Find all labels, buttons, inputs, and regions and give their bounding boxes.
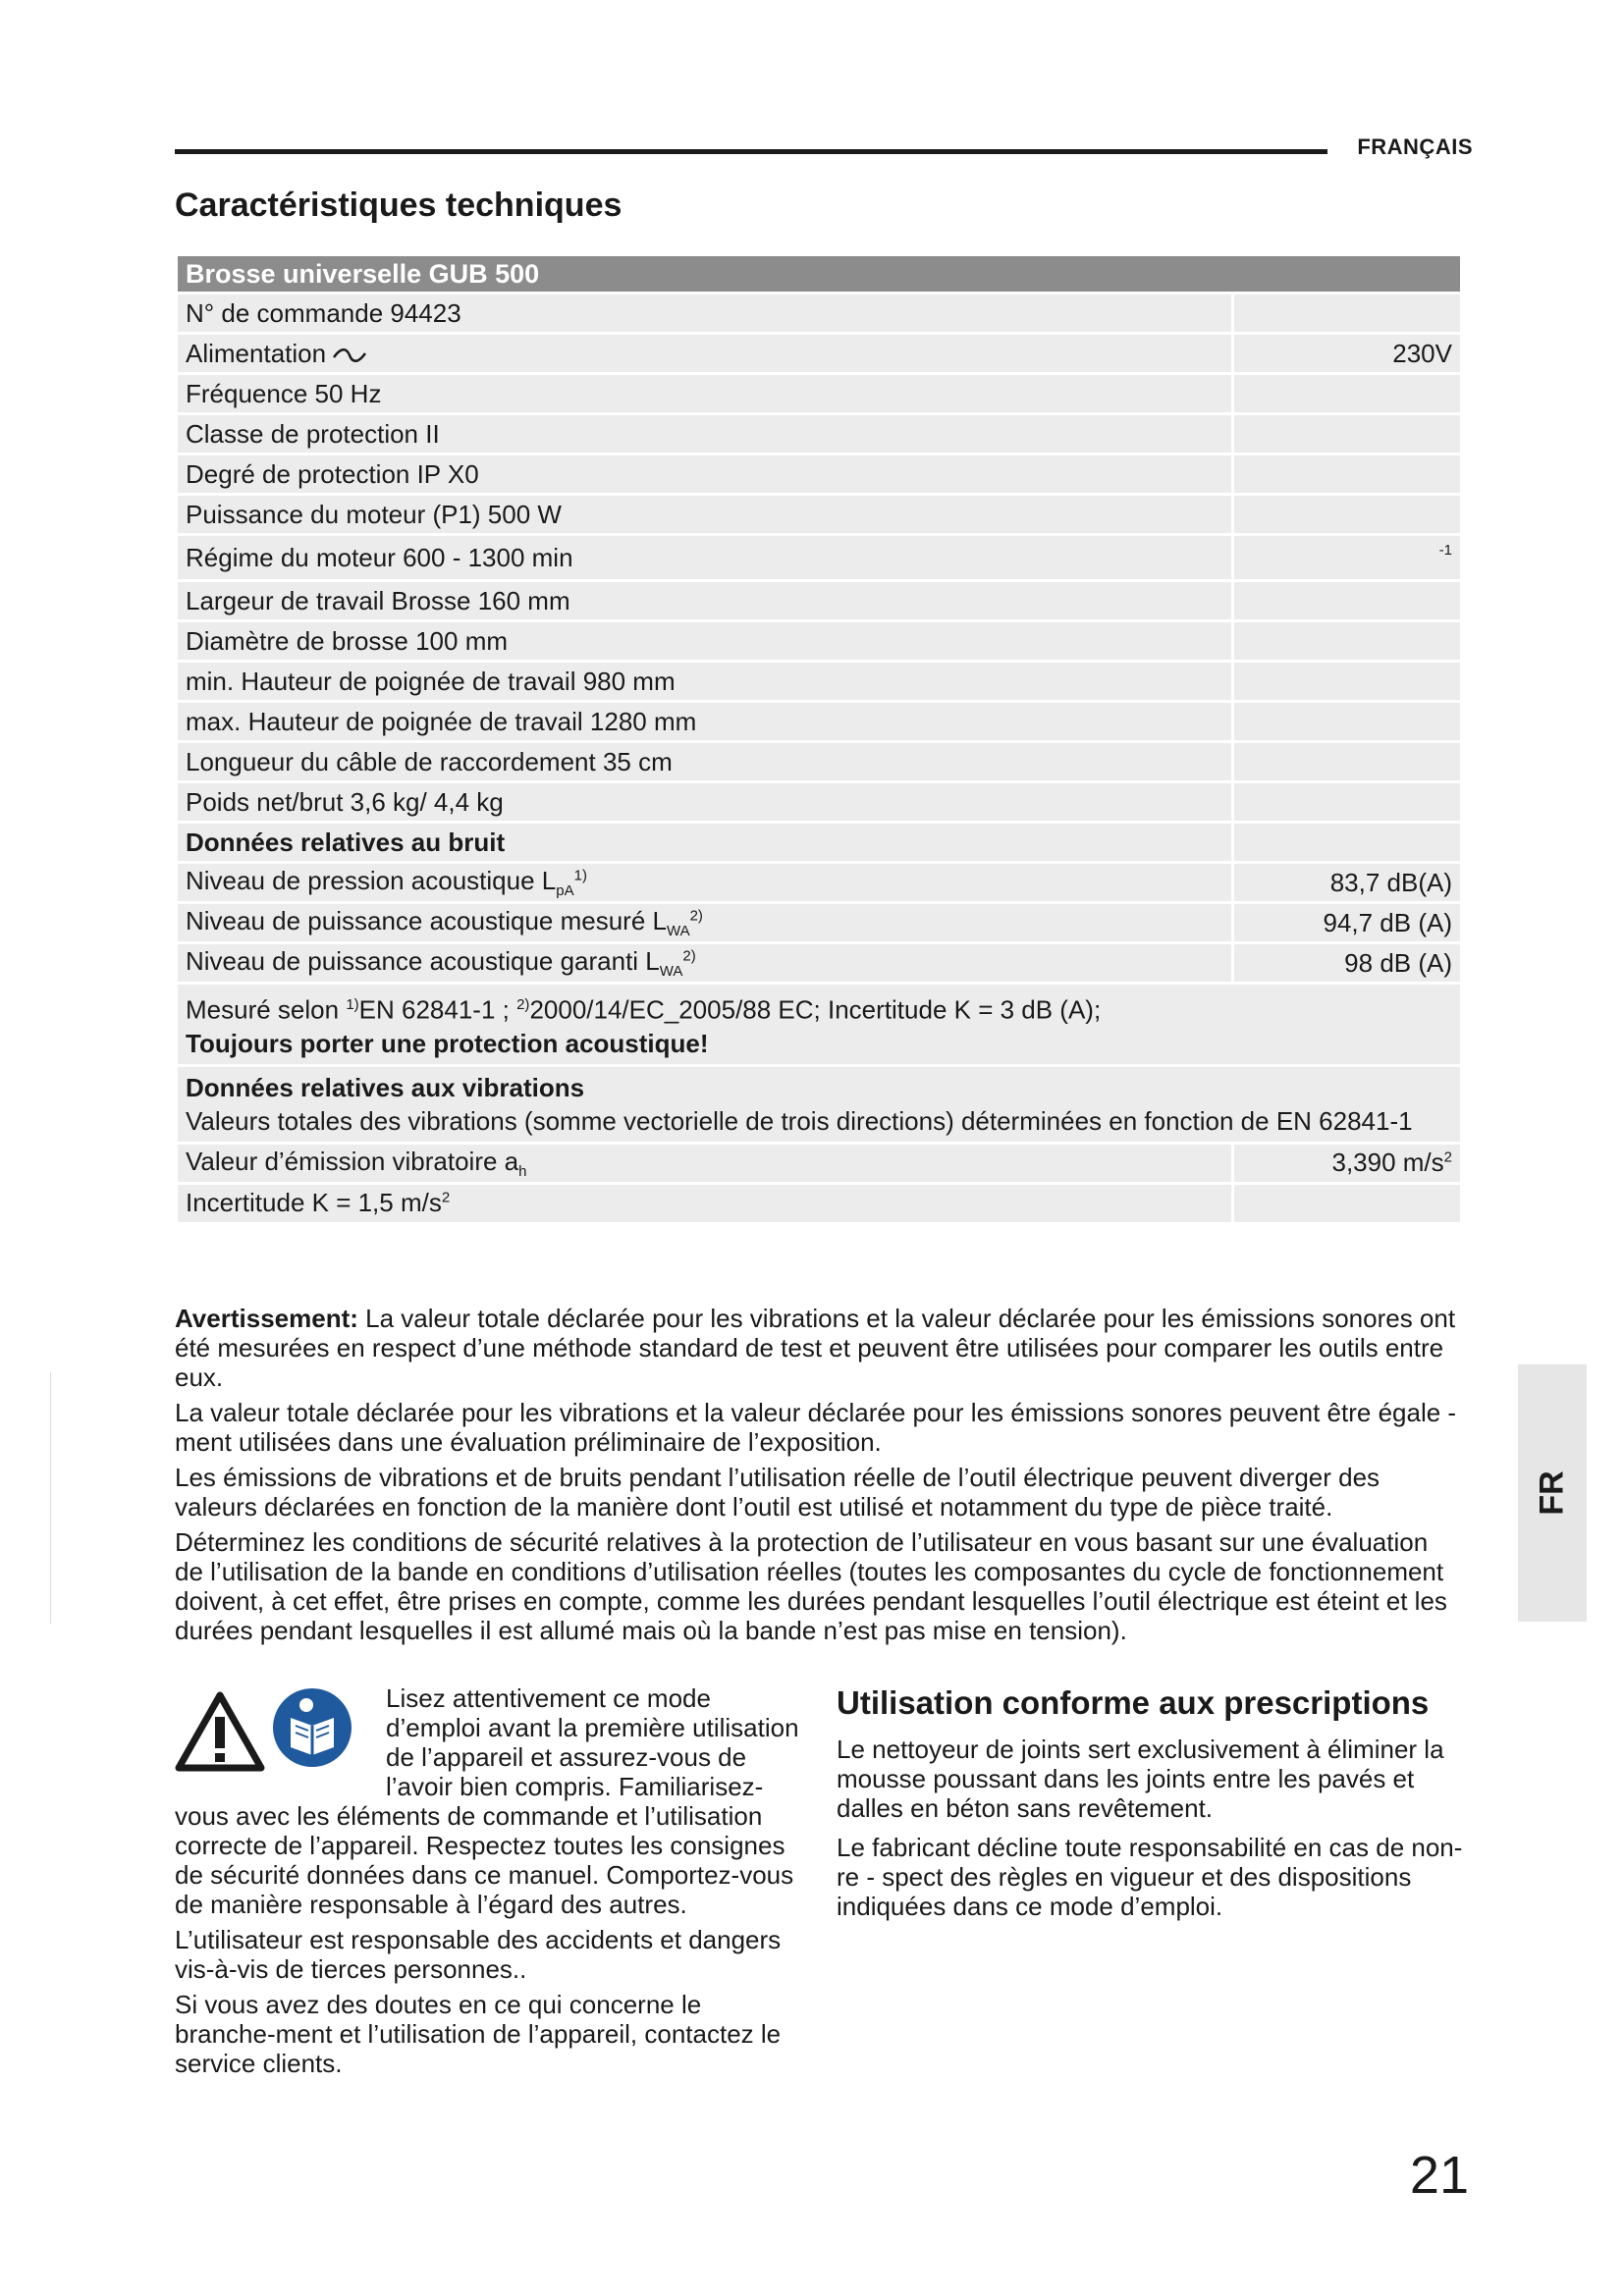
spec-label — [178, 496, 1231, 533]
section-title: Caractéristiques techniques — [175, 187, 623, 224]
vibration-label-text: Valeur d’émission vibratoire a — [186, 1146, 519, 1176]
spec-label — [178, 536, 1231, 579]
spec-label — [178, 622, 1231, 660]
vibration-label-sub: h — [518, 1162, 527, 1180]
spec-value — [1234, 335, 1460, 372]
table-row — [178, 582, 1460, 619]
noise-value — [1234, 904, 1460, 941]
measured-row — [178, 985, 1460, 1064]
noise-label-text: Niveau de puissance acoustique mesuré L — [186, 905, 667, 935]
page-number: 21 — [1409, 2146, 1469, 2205]
measured-sup-1: 1) — [346, 996, 359, 1013]
spec-value — [1234, 783, 1460, 821]
spec-value — [1234, 415, 1460, 453]
spec-label-text: Largeur de travail Brosse 160 mm — [186, 585, 570, 615]
intended-use-text: Le nettoyeur de joints sert exclusivement à éliminer la mousse poussant dans les joints entre les pavés et dalles en béton sans revêtement. — [837, 1735, 1444, 1823]
noise-label — [178, 904, 1231, 941]
spec-label — [178, 335, 1231, 372]
spec-value-text: 230V — [1392, 338, 1452, 368]
warning-text-3: Les émissions de vibrations et de bruits pendant l’utilisation réelle de l’outil électrique peuvent diverger des valeurs déclarées en fonction de la manière dont l’outil est utilisé et notamment du type de pièce traité. — [175, 1463, 1380, 1522]
empty-value — [1234, 824, 1460, 861]
noise-label-sup: 2) — [689, 907, 703, 925]
spec-label-text: Puissance du moteur (P1) 500 W — [186, 499, 562, 529]
spec-value — [1234, 455, 1460, 493]
spec-label-text: Fréquence 50 Hz — [186, 378, 382, 408]
hearing-protection-note: Toujours porter une protection acoustique! — [186, 1028, 709, 1058]
instructions-column — [175, 1683, 803, 2084]
table-row — [178, 743, 1460, 780]
spec-value — [1234, 582, 1460, 619]
margin-line — [50, 1372, 51, 1624]
liability-text: Le fabricant décline toute responsabilité en cas de non-re - spect des règles en vigueur et des dispositions indiquées dans ce mode d’emploi. — [837, 1833, 1463, 1921]
spec-label — [178, 783, 1231, 821]
measured-sup-2: 2) — [516, 996, 530, 1013]
noise-heading-cell — [178, 824, 1231, 861]
ac-current-icon — [332, 347, 367, 363]
vibration-value-sup: 2 — [1443, 1148, 1452, 1166]
vibration-heading: Données relatives aux vibrations — [186, 1072, 585, 1102]
table-row — [178, 536, 1460, 579]
vibration-value — [1234, 1145, 1460, 1182]
spec-value — [1234, 663, 1460, 700]
table-row — [178, 622, 1460, 660]
table-row — [178, 783, 1460, 821]
spec-label-text: min. Hauteur de poignée de travail 980 mm — [186, 666, 676, 696]
spec-label-text: Degré de protection IP X0 — [186, 458, 479, 489]
vibration-value — [1234, 1185, 1460, 1222]
noise-value-text: 83,7 dB(A) — [1329, 867, 1452, 897]
language-side-tab — [1518, 1364, 1587, 1622]
spec-label-text: Régime du moteur 600 - 1300 min — [186, 542, 573, 572]
vibration-label-sup: 2 — [441, 1189, 451, 1206]
vibration-label-text: Incertitude K = 1,5 m/s — [186, 1188, 442, 1218]
noise-heading-row — [178, 824, 1460, 861]
spec-value — [1234, 496, 1460, 533]
spec-label-text: Classe de protection II — [186, 418, 440, 449]
spec-label — [178, 375, 1231, 412]
spec-label-text: max. Hauteur de poignée de travail 1280 mm — [186, 706, 697, 736]
vibration-heading-cell — [178, 1067, 1460, 1142]
noise-value-text: 98 dB (A) — [1344, 947, 1452, 978]
warning-text-4: Déterminez les conditions de sécurité relatives à la protection de l’utilisateur en vous basant sur une évaluation de l’utilisation de la bande en conditions d’utilisation réelles (toutes les composantes du cycle de fonctionnement doivent, à cet effet, être prises en compte, comme les durées pendant lesquelles l’outil électrique est éteint et les durées pendant lesquelles il est allumé mais où la bande n’est pas mise en tension). — [175, 1527, 1447, 1645]
table-row — [178, 1145, 1460, 1182]
table-row — [178, 375, 1460, 412]
spec-label — [178, 743, 1231, 780]
vibration-label — [178, 1185, 1231, 1222]
spec-label — [178, 415, 1231, 453]
noise-label-sub: WA — [659, 963, 683, 981]
spec-label — [178, 455, 1231, 493]
table-row — [178, 663, 1460, 700]
safety-icons — [175, 1683, 376, 1774]
noise-label-text: Niveau de pression acoustique L — [186, 865, 557, 895]
spec-label — [178, 663, 1231, 700]
vibration-description: Valeurs totales des vibrations (somme vectorielle de trois directions) déterminées en fonction de EN 62841-1 — [186, 1105, 1413, 1136]
noise-label-sub: WA — [666, 923, 690, 940]
customer-service-text: Si vous avez des doutes en ce qui concerne le branche-ment et l’utilisation de l’appareil, contactez le service clients. — [175, 1990, 782, 2078]
spec-label — [178, 294, 1231, 332]
spec-value — [1234, 743, 1460, 780]
measured-part-1: EN 62841-1 ; — [358, 994, 517, 1025]
manual-notice-text: Lisez attentivement ce mode d’emploi avant la première utilisation de l’appareil et assurez-vous de l’avoir bien compris. Familiarisez-vous avec les éléments de commande et l’utilisation correcte de l’appareil. Respectez toutes les consignes de sécurité données dans ce manuel. Comportez-vous de manière responsable à l’égard des autres. — [175, 1683, 799, 1919]
warning-text-1: La valeur totale déclarée pour les vibrations et la valeur déclarée pour les émissions sonores ont été mesurées en respect d’une méthode standard de test et peuvent être utilisées pour comparer les outils entre eux. — [175, 1304, 1456, 1392]
spec-label-text: Diamètre de brosse 100 mm — [186, 625, 509, 656]
noise-label-sup: 1) — [573, 867, 587, 884]
spec-value — [1234, 622, 1460, 660]
warning-block — [175, 1304, 1463, 1651]
table-row — [178, 864, 1460, 901]
spec-value — [1234, 375, 1460, 412]
table-row — [178, 496, 1460, 533]
spec-label-text: N° de commande 94423 — [186, 297, 461, 328]
noise-label-text: Niveau de puissance acoustique garanti L — [186, 945, 660, 976]
noise-label-sup: 2) — [682, 947, 696, 965]
warning-triangle-icon — [175, 1691, 265, 1772]
measured-prefix: Mesuré selon — [186, 994, 347, 1025]
spec-label-text: Poids net/brut 3,6 kg/ 4,4 kg — [186, 786, 504, 817]
spec-label-text: Longueur du câble de raccordement 35 cm — [186, 746, 673, 776]
table-row — [178, 703, 1460, 740]
spec-value-text: -1 — [1438, 542, 1452, 559]
spec-value — [1234, 703, 1460, 740]
spec-table-header — [178, 256, 1460, 292]
table-row — [178, 335, 1460, 372]
language-header: FRANÇAIS — [1357, 134, 1473, 159]
read-manual-icon — [271, 1686, 353, 1769]
noise-label — [178, 864, 1231, 901]
spec-value — [1234, 536, 1460, 579]
spec-value — [1234, 294, 1460, 332]
noise-value — [1234, 944, 1460, 982]
table-row — [178, 455, 1460, 493]
header-rule — [175, 149, 1327, 154]
spec-label-text: Alimentation — [186, 338, 327, 368]
table-row — [178, 904, 1460, 941]
responsibility-text: L’utilisateur est responsable des accidents et dangers vis-à-vis de tierces personnes.. — [175, 1925, 782, 1984]
warning-text-2: La valeur totale déclarée pour les vibrations et la valeur déclarée pour les émissions sonores peuvent être égale - ment utilisées dans une évaluation préliminaire de l’exposition. — [175, 1398, 1457, 1457]
vibration-value-text: 3,390 m/s — [1331, 1148, 1444, 1178]
table-row — [178, 944, 1460, 982]
spec-label — [178, 582, 1231, 619]
measured-part-2: 2000/14/EC_2005/88 EC; Incertitude K = 3 dB (A); — [529, 994, 1102, 1025]
noise-label — [178, 944, 1231, 982]
noise-label-sub: pA — [556, 882, 574, 900]
side-tab-label: FR — [1533, 1470, 1571, 1516]
spec-label — [178, 703, 1231, 740]
noise-value — [1234, 864, 1460, 901]
warning-paragraph — [175, 1304, 1463, 1392]
warning-lead: Avertissement: — [175, 1304, 358, 1333]
table-row — [178, 415, 1460, 453]
spec-table — [175, 253, 1463, 1225]
intended-use-heading: Utilisation conforme aux prescriptions — [837, 1684, 1430, 1721]
noise-heading: Données relatives au bruit — [186, 827, 506, 857]
intended-use-column — [837, 1683, 1465, 1931]
table-row — [178, 1185, 1460, 1222]
vibration-label — [178, 1145, 1231, 1182]
vibration-heading-row — [178, 1067, 1460, 1142]
product-title: Brosse universelle GUB 500 — [178, 256, 1460, 292]
table-row — [178, 294, 1460, 332]
noise-value-text: 94,7 dB (A) — [1323, 907, 1452, 937]
measured-cell — [178, 985, 1460, 1064]
